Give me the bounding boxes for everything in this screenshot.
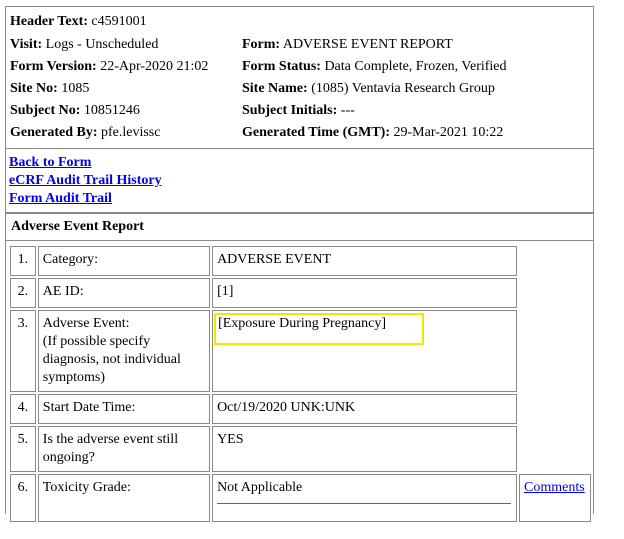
- site-name: [242, 80, 495, 98]
- row-value: [1]: [212, 278, 517, 308]
- site-name-label: Site Name:: [242, 81, 308, 96]
- row-value: YES: [212, 426, 517, 472]
- row-extra: [519, 474, 591, 522]
- table-row: [10, 426, 591, 472]
- form-version: [10, 58, 208, 76]
- visit-label: Visit:: [10, 37, 43, 52]
- site-no: [10, 80, 89, 98]
- generated-by-label: Generated By:: [10, 125, 98, 140]
- form-label: Form:: [242, 37, 281, 52]
- audit-page: [5, 6, 594, 514]
- row-number: 5.: [10, 426, 36, 472]
- visit: [10, 36, 158, 54]
- subject-initials-label: Subject Initials:: [242, 103, 338, 118]
- row-number: 4.: [10, 394, 36, 424]
- form-status: [242, 58, 507, 76]
- row-label-text: Adverse Event:: [42, 316, 130, 331]
- form-status-label: Form Status:: [242, 59, 321, 74]
- form-version-value: 22-Apr-2020 21:02: [100, 59, 209, 74]
- table-row: [10, 246, 591, 276]
- divider: [217, 503, 511, 504]
- row-label: Category:: [38, 246, 210, 276]
- generated-time-value: 29-Mar-2021 10:22: [393, 125, 504, 140]
- subject-no-label: Subject No:: [10, 103, 81, 118]
- row-number: 3.: [10, 310, 36, 392]
- ecrf-audit-trail-link[interactable]: eCRF Audit Trail History: [9, 173, 162, 188]
- back-to-form-link[interactable]: Back to Form: [9, 155, 92, 170]
- form-audit-trail-link[interactable]: Form Audit Trail: [9, 191, 112, 206]
- header-text-value: c4591001: [91, 14, 147, 29]
- row-value: ADVERSE EVENT: [212, 246, 517, 276]
- header-text: [10, 13, 147, 31]
- subject-no: [10, 102, 140, 120]
- row-value-text: Not Applicable: [217, 480, 303, 495]
- row-extra: [519, 426, 591, 472]
- section-title: Adverse Event Report: [11, 219, 144, 234]
- row-extra: [519, 310, 591, 392]
- table-row: [10, 394, 591, 424]
- row-label: Start Date Time:: [38, 394, 210, 424]
- subject-no-value: 10851246: [83, 103, 140, 118]
- header-text-label: Header Text:: [10, 14, 88, 29]
- form-version-label: Form Version:: [10, 59, 97, 74]
- visit-value: Logs - Unscheduled: [45, 37, 159, 52]
- row-value: Oct/19/2020 UNK:UNK: [212, 394, 517, 424]
- row-number: 1.: [10, 246, 36, 276]
- row-extra: [519, 246, 591, 276]
- row-number: 2.: [10, 278, 36, 308]
- site-name-value: (1085) Ventavia Research Group: [311, 81, 495, 96]
- form-status-value: Data Complete, Frozen, Verified: [324, 59, 507, 74]
- highlighted-value: [Exposure During Pregnancy]: [214, 313, 424, 345]
- row-label: [38, 310, 210, 392]
- form-header: [6, 6, 593, 149]
- section-header: [6, 213, 593, 241]
- row-value: [212, 310, 517, 392]
- row-label: AE ID:: [38, 278, 210, 308]
- site-no-value: 1085: [61, 81, 90, 96]
- generated-by: [10, 124, 160, 142]
- site-no-label: Site No:: [10, 81, 58, 96]
- subject-initials: [242, 102, 355, 120]
- table-row: [10, 310, 591, 392]
- generated-time: [242, 124, 503, 142]
- subject-initials-value: ---: [340, 103, 355, 118]
- generated-by-value: pfe.levissc: [100, 125, 161, 140]
- comments-link[interactable]: Comments: [524, 480, 585, 495]
- row-extra: [519, 394, 591, 424]
- row-label-note: (If possible specify diagnosis, not individual symptoms): [42, 334, 181, 385]
- row-value: [212, 474, 517, 522]
- table-row: [10, 278, 591, 308]
- row-label: Toxicity Grade:: [38, 474, 210, 522]
- table-row: [10, 474, 591, 522]
- row-extra: [519, 278, 591, 308]
- row-number: 6.: [10, 474, 36, 522]
- row-label: Is the adverse event still ongoing?: [38, 426, 210, 472]
- form-name: [242, 36, 453, 54]
- generated-time-label: Generated Time (GMT):: [242, 125, 391, 140]
- adverse-event-table: [8, 244, 593, 524]
- nav-links: [6, 148, 593, 213]
- form-value: ADVERSE EVENT REPORT: [282, 37, 453, 52]
